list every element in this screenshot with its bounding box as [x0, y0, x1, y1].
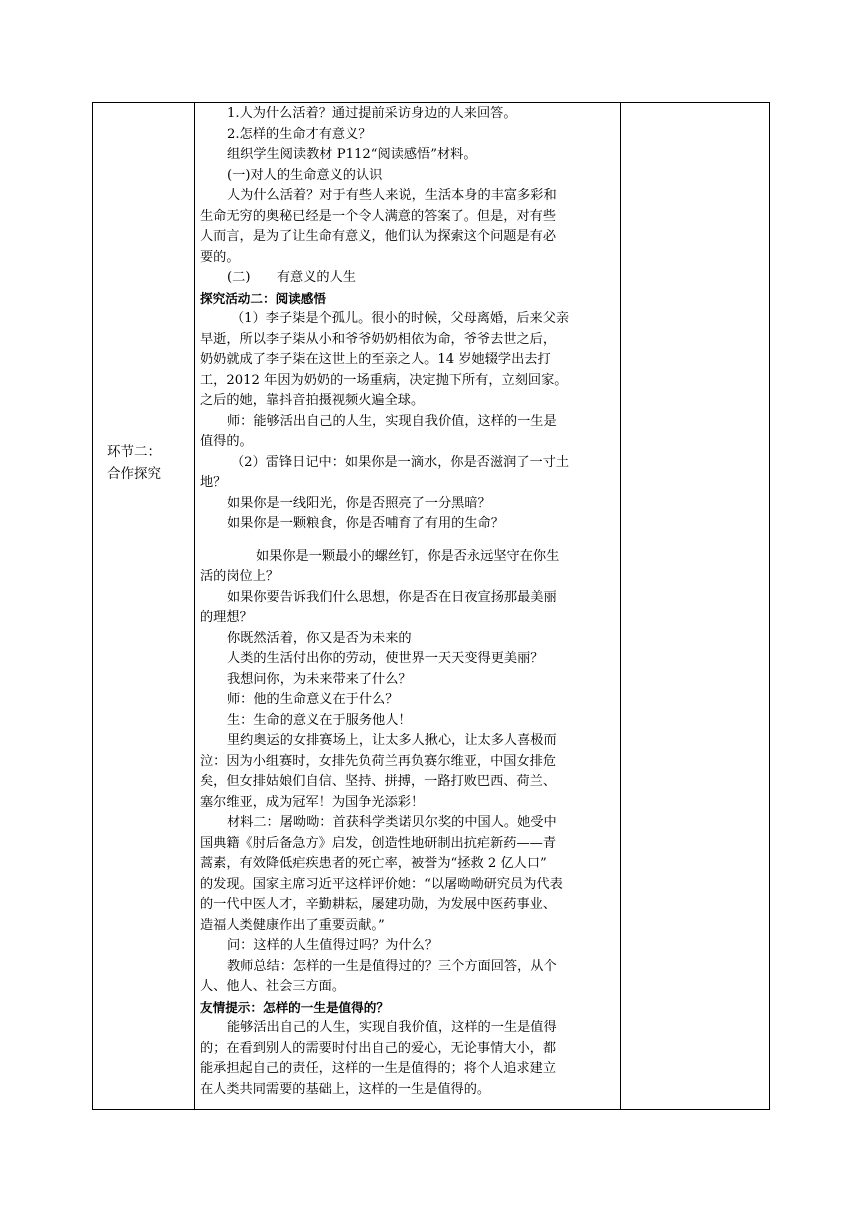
content-line: 的理想？	[200, 610, 253, 625]
column-divider	[194, 103, 195, 1109]
content-line: 矣，但女排姑娘们自信、坚持、拼搏，一路打败巴西、荷兰、	[200, 774, 557, 789]
content-line: （2）雷锋日记中：如果你是一滴水，你是否滋润了一寸土	[231, 454, 570, 470]
content-line: 值得的。	[200, 434, 253, 449]
content-line: (一)对人的生命意义的认识	[227, 167, 383, 183]
content-line: 人、他人、社会三方面。	[200, 979, 346, 994]
content-line: 要的。	[200, 249, 240, 265]
content-line: 师：他的生命意义在于什么？	[227, 692, 399, 707]
content-line: 生命无穷的奥秘已经是一个令人满意的答案了。但是，对有些	[200, 208, 557, 224]
content-line: 早逝，所以李子柒从小和爷爷奶奶相依为命，爷爷去世之后，	[200, 331, 557, 347]
content-line: 组织学生阅读教材 P112“阅读感悟”材料。	[227, 147, 477, 162]
content-line: 问：这样的人生值得过吗？为什么？	[227, 938, 438, 953]
content-line: 材料二：屠呦呦：首获科学类诺贝尔奖的中国人。她受中	[227, 815, 557, 830]
content-line: 的一代中医人才，辛勤耕耘，屡建功勋，为发展中医药事业、	[200, 897, 557, 912]
content-line: （1）李子柒是个孤儿。很小的时候，父母离婚，后来父亲	[231, 311, 570, 326]
section-label: 环节二：	[107, 444, 161, 460]
content-line: 泣：因为小组赛时，女排先负荷兰再负赛尔维亚，中国女排危	[200, 753, 557, 769]
section-heading: 探究活动二：阅读感悟	[200, 290, 326, 306]
section-label: 合作探究	[107, 466, 161, 482]
section-heading: 友情提示：怎样的一生是值得的？	[200, 999, 389, 1015]
content-line: 生：生命的意义在于服务他人！	[227, 712, 412, 728]
content-line: 工，2012 年因为奶奶的一场重病，决定抛下所有，立刻回家。	[200, 372, 568, 388]
content-line: 你既然活着，你又是否为未来的	[227, 630, 412, 646]
content-line: 的；在看到别人的需要时付出自己的爱心，无论事情大小，都	[200, 1040, 557, 1056]
content-line: (二) 有意义的人生	[227, 270, 356, 285]
content-line: 之后的她，靠抖音拍摄视频火遍全球。	[200, 393, 425, 408]
content-line: 我想问你，为未来带来了什么？	[227, 671, 412, 687]
content-line: 能够活出自己的人生，实现自我价值，这样的一生是值得	[227, 1020, 557, 1035]
content-line: 如果你要告诉我们什么思想，你是否在日夜宣扬那最美丽	[227, 589, 557, 605]
content-line: 的发现。国家主席习近平这样评价她：“以屠呦呦研究员为代表	[200, 876, 563, 892]
content-line: 能承担起自己的责任，这样的一生是值得的；将个人追求建立	[200, 1061, 557, 1076]
content-line: 如果你是一颗粮食，你是否哺育了有用的生命？	[227, 516, 504, 531]
content-line: 国典籍《肘后备急方》启发，创造性地研制出抗疟新药——青	[200, 835, 557, 851]
content-line: 教师总结：怎样的一生是值得过的？三个方面回答，从个	[227, 958, 557, 974]
content-line: 地？	[200, 475, 227, 490]
content-line: 里约奥运的女排赛场上，让太多人揪心，让太多人喜极而	[227, 733, 557, 748]
content-cell	[200, 104, 618, 1100]
content-line: 人而言，是为了让生命有意义，他们认为探索这个问题是有必	[200, 229, 557, 244]
content-line: 人为什么活着？对于有些人来说，生活本身的丰富多彩和	[227, 188, 557, 203]
content-line: 人类的生活付出你的劳动，使世界一天天变得更美丽？	[227, 651, 544, 666]
spacer	[200, 535, 618, 547]
content-line: 1.人为什么活着？通过提前采访身边的人来回答。	[227, 106, 517, 121]
column-divider	[620, 103, 621, 1109]
content-line: 师：能够活出自己的人生，实现自我价值，这样的一生是	[227, 413, 557, 429]
content-line: 在人类共同需要的基础上，这样的一生是值得的。	[200, 1081, 491, 1097]
content-line: 奶奶就成了李子柒在这世上的至亲之人。14 岁她辍学出去打	[200, 352, 551, 367]
section-label-cell	[107, 441, 197, 485]
content-line: 活的岗位上？	[200, 569, 280, 584]
content-line: 蒿素，有效降低疟疾患者的死亡率，被誉为“拯救 2 亿人口”	[200, 856, 547, 871]
content-line: 如果你是一颗最小的螺丝钉，你是否永远坚守在你生	[256, 548, 560, 564]
content-line: 2.怎样的生命才有意义？	[227, 126, 372, 142]
lesson-table	[92, 102, 770, 1110]
content-line: 如果你是一线阳光，你是否照亮了一分黑暗？	[227, 495, 491, 511]
content-line: 塞尔维亚，成为冠军！为国争光添彩！	[200, 794, 425, 810]
content-line: 造福人类健康作出了重要贡献。”	[200, 917, 385, 933]
